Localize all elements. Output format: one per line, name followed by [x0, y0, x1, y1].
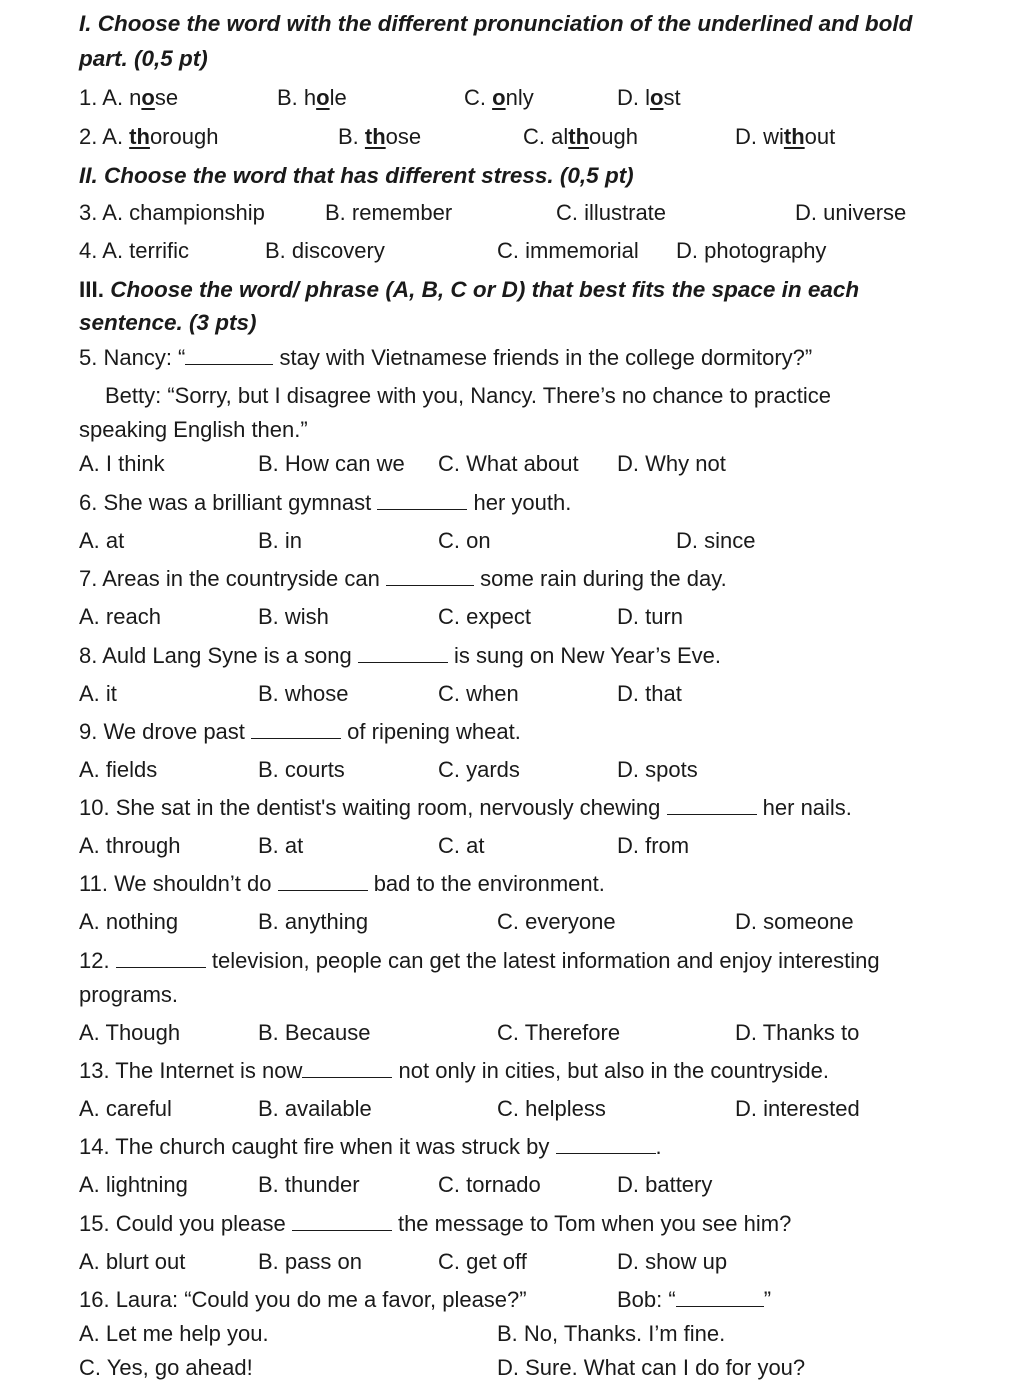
q14-option-b[interactable]: B. thunder	[258, 1172, 360, 1197]
q10-blank[interactable]	[667, 796, 757, 815]
section-2-title: II. Choose the word that has different stress. (0,5 pt)	[79, 163, 634, 188]
q5-option-a[interactable]: A. I think	[79, 451, 165, 476]
q10-stem: 10. She sat in the dentist's waiting room, nervously chewing her nails.	[79, 795, 852, 820]
q14-option-d[interactable]: D. battery	[617, 1172, 713, 1197]
q14-stem: 14. The church caught fire when it was struck by .	[79, 1134, 662, 1159]
q1-option-c[interactable]: C. only	[464, 85, 534, 110]
q1-option-a[interactable]: 1. A. nose	[79, 85, 179, 110]
q9-option-d[interactable]: D. spots	[617, 757, 698, 782]
section-1-title-line2: part. (0,5 pt)	[79, 46, 208, 71]
q6-option-b[interactable]: B. in	[258, 528, 303, 553]
q13-option-c[interactable]: C. helpless	[497, 1096, 606, 1121]
q11-blank[interactable]	[278, 872, 368, 891]
q7-option-c[interactable]: C. expect	[438, 604, 531, 629]
q6-option-a[interactable]: A. at	[79, 528, 125, 553]
q11-option-a[interactable]: A. nothing	[79, 909, 179, 934]
q11-option-d[interactable]: D. someone	[735, 909, 854, 934]
q4-option-c[interactable]: C. immemorial	[497, 238, 639, 263]
q10-option-a[interactable]: A. through	[79, 833, 181, 858]
q16-option-c[interactable]: C. Yes, go ahead!	[79, 1355, 253, 1380]
q7-option-d[interactable]: D. turn	[617, 604, 684, 629]
q6-blank[interactable]	[377, 491, 467, 510]
q6-option-d[interactable]: D. since	[676, 528, 756, 553]
q12-option-c[interactable]: C. Therefore	[497, 1020, 621, 1045]
q12-option-b[interactable]: B. Because	[258, 1020, 371, 1045]
q12-option-d[interactable]: D. Thanks to	[735, 1020, 860, 1045]
q13-stem: 13. The Internet is now not only in cities, but also in the countryside.	[79, 1058, 829, 1083]
q3-option-c[interactable]: C. illustrate	[556, 200, 667, 225]
q7-blank[interactable]	[386, 567, 474, 586]
q9-option-c[interactable]: C. yards	[438, 757, 520, 782]
q8-option-b[interactable]: B. whose	[258, 681, 349, 706]
section-3-title-line1: III. Choose the word/ phrase (A, B, C or D) that best fits the space in each	[79, 277, 860, 302]
section-3-title-line2: sentence. (3 pts)	[79, 310, 257, 335]
q2-option-b[interactable]: B. those	[338, 124, 422, 149]
q7-option-b[interactable]: B. wish	[258, 604, 329, 629]
q8-stem: 8. Auld Lang Syne is a song is sung on New Year’s Eve.	[79, 643, 722, 668]
q11-stem: 11. We shouldn’t do bad to the environment.	[79, 871, 605, 896]
q3-option-a[interactable]: 3. A. championship	[79, 200, 265, 225]
q9-stem: 9. We drove past of ripening wheat.	[79, 719, 521, 744]
q14-blank[interactable]	[556, 1135, 656, 1154]
q3-option-b[interactable]: B. remember	[325, 200, 453, 225]
q16-bob-reply: Bob: “ ”	[617, 1287, 772, 1312]
q13-option-b[interactable]: B. available	[258, 1096, 372, 1121]
q15-option-c[interactable]: C. get off	[438, 1249, 527, 1274]
q5-stem-line2: Betty: “Sorry, but I disagree with you, Nancy. There’s no chance to practice	[105, 383, 831, 408]
q13-option-a[interactable]: A. careful	[79, 1096, 172, 1121]
q7-option-a[interactable]: A. reach	[79, 604, 161, 629]
q12-stem: 12. television, people can get the latest information and enjoy interesting	[79, 948, 880, 973]
q16-option-d[interactable]: D. Sure. What can I do for you?	[497, 1355, 806, 1380]
q5-option-d[interactable]: D. Why not	[617, 451, 726, 476]
q5-option-b[interactable]: B. How can we	[258, 451, 405, 476]
q12-stem-line2: programs.	[79, 982, 179, 1007]
q5-blank[interactable]	[185, 346, 273, 365]
q10-option-b[interactable]: B. at	[258, 833, 304, 858]
q13-blank[interactable]	[302, 1059, 392, 1078]
q16-stem: 16. Laura: “Could you do me a favor, please?”	[79, 1287, 527, 1312]
q1-option-d[interactable]: D. lost	[617, 85, 681, 110]
q2-option-d[interactable]: D. without	[735, 124, 836, 149]
q11-option-b[interactable]: B. anything	[258, 909, 369, 934]
q14-option-a[interactable]: A. lightning	[79, 1172, 188, 1197]
q2-option-c[interactable]: C. although	[523, 124, 638, 149]
q4-option-a[interactable]: 4. A. terrific	[79, 238, 190, 263]
q6-stem: 6. She was a brilliant gymnast her youth.	[79, 490, 572, 515]
q5-option-c[interactable]: C. What about	[438, 451, 579, 476]
q3-option-d[interactable]: D. universe	[795, 200, 907, 225]
q9-option-b[interactable]: B. courts	[258, 757, 345, 782]
q14-option-c[interactable]: C. tornado	[438, 1172, 541, 1197]
q8-option-c[interactable]: C. when	[438, 681, 519, 706]
q6-option-c[interactable]: C. on	[438, 528, 491, 553]
q15-option-a[interactable]: A. blurt out	[79, 1249, 186, 1274]
section-1-title-line1: I. Choose the word with the different pronunciation of the underlined and bold	[79, 11, 913, 36]
q15-stem: 15. Could you please the message to Tom when you see him?	[79, 1211, 792, 1236]
q12-option-a[interactable]: A. Though	[79, 1020, 181, 1045]
q8-option-a[interactable]: A. it	[79, 681, 117, 706]
q9-option-a[interactable]: A. fields	[79, 757, 158, 782]
q5-stem-line3: speaking English then.”	[79, 417, 308, 442]
q13-option-d[interactable]: D. interested	[735, 1096, 860, 1121]
q9-blank[interactable]	[251, 720, 341, 739]
q16-blank[interactable]	[676, 1288, 764, 1307]
q11-option-c[interactable]: C. everyone	[497, 909, 616, 934]
q12-blank[interactable]	[116, 949, 206, 968]
q4-option-b[interactable]: B. discovery	[265, 238, 385, 263]
q8-option-d[interactable]: D. that	[617, 681, 682, 706]
q15-option-b[interactable]: B. pass on	[258, 1249, 362, 1274]
q15-blank[interactable]	[292, 1212, 392, 1231]
q8-blank[interactable]	[358, 644, 448, 663]
q7-stem: 7. Areas in the countryside can some rain during the day.	[79, 566, 727, 591]
q10-option-d[interactable]: D. from	[617, 833, 690, 858]
q1-option-b[interactable]: B. hole	[277, 85, 347, 110]
q15-option-d[interactable]: D. show up	[617, 1249, 728, 1274]
q16-option-a[interactable]: A. Let me help you.	[79, 1321, 269, 1346]
q5-stem: 5. Nancy: “ stay with Vietnamese friends in the college dormitory?”	[79, 345, 813, 370]
q16-option-b[interactable]: B. No, Thanks. I’m fine.	[497, 1321, 726, 1346]
q4-option-d[interactable]: D. photography	[676, 238, 827, 263]
q10-option-c[interactable]: C. at	[438, 833, 485, 858]
q2-option-a[interactable]: 2. A. thorough	[79, 124, 219, 149]
